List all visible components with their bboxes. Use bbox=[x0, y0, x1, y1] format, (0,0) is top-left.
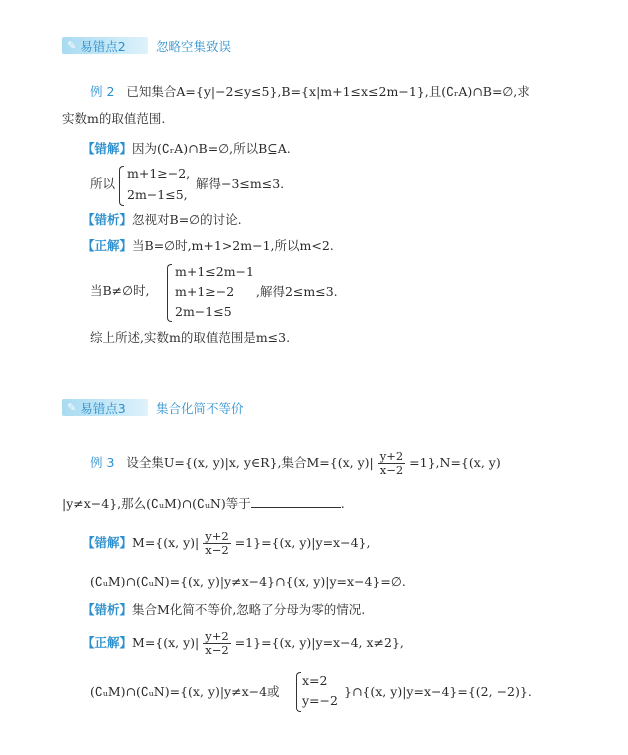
when-label: 当B≠∅时, bbox=[90, 283, 150, 298]
example3-text-b: =1},N={(x, y) bbox=[409, 455, 501, 470]
example-label: 例 2 bbox=[90, 84, 115, 99]
analysis-line bbox=[82, 212, 242, 228]
system1-row: 2m−1≤5, bbox=[127, 187, 188, 202]
correct-line bbox=[82, 238, 334, 254]
example3-text-line2: |y≠x−4},那么(∁ᵤM)∩(∁ᵤN)等于 bbox=[62, 496, 251, 511]
wrong-solution-line bbox=[82, 141, 291, 157]
analysis-text: 忽视对B=∅的讨论. bbox=[132, 212, 242, 227]
fraction-denominator: x−2 bbox=[205, 543, 229, 557]
brace-system2 bbox=[167, 264, 172, 322]
fraction bbox=[203, 630, 230, 657]
system2-row: m+1≥−2 bbox=[175, 284, 235, 299]
section-badge-3 bbox=[62, 399, 148, 416]
fraction-numerator: y+2 bbox=[205, 529, 229, 543]
correct-system-row: x=2 bbox=[302, 673, 328, 688]
result2: ,解得2≤m≤3. bbox=[256, 284, 338, 299]
correct-system-row: y=−2 bbox=[302, 693, 338, 708]
example2-line2: 实数m的取值范围. bbox=[62, 111, 166, 126]
correct-line2 bbox=[90, 684, 280, 700]
example3-text-a: 设全集U={(x, y)|x, y∈R},集合M={(x, y)| bbox=[126, 455, 374, 470]
correct-tag: 【正解】 bbox=[82, 238, 133, 253]
section-badge-label: 易错点3 bbox=[80, 400, 126, 416]
example2-text-line1: 已知集合A={y|−2≤y≤5},B={x|m+1≤x≤2m−1},且(∁ᵣA)∩B=∅,求 bbox=[126, 84, 530, 99]
section-title-2: 忽略空集致误 bbox=[156, 39, 232, 54]
fraction-numerator: y+2 bbox=[205, 629, 229, 643]
system1-row: m+1≥−2, bbox=[127, 166, 191, 181]
wrong-line2: (∁ᵤM)∩(∁ᵤN)={(x, y)|y≠x−4}∩{(x, y)|y=x−4}=∅. bbox=[90, 574, 406, 589]
brace-correct-system bbox=[296, 672, 301, 712]
brace-system1 bbox=[119, 166, 124, 206]
example3-line2 bbox=[62, 495, 345, 512]
so-label: 所以 bbox=[90, 176, 116, 191]
answer-blank[interactable] bbox=[251, 495, 341, 508]
example2-line1 bbox=[90, 84, 530, 100]
fraction bbox=[378, 450, 405, 477]
fraction bbox=[203, 530, 230, 557]
example-label: 例 3 bbox=[90, 455, 115, 470]
analysis-text: 集合M化简不等价,忽略了分母为零的情况. bbox=[132, 602, 366, 617]
example3-text-line2-end: . bbox=[340, 496, 345, 511]
correct-line-3 bbox=[82, 630, 404, 657]
wrong-m-a: M={(x, y)| bbox=[132, 535, 200, 550]
system2-row: m+1≤2m−1 bbox=[175, 264, 254, 279]
fraction-numerator: y+2 bbox=[379, 449, 404, 463]
result1: 解得−3≤m≤3. bbox=[196, 176, 285, 191]
system2-row: 2m−1≤5 bbox=[175, 304, 232, 319]
wrong-solution-tag: 【错解】 bbox=[82, 141, 133, 156]
section-badge-2 bbox=[62, 37, 148, 54]
wrong-solution-text: 因为(∁ᵣA)∩B=∅,所以B⊆A. bbox=[132, 141, 291, 156]
wrong-solution-tag: 【错解】 bbox=[82, 535, 133, 550]
correct-text: 当B=∅时,m+1>2m−1,所以m<2. bbox=[132, 238, 334, 253]
correct-line2-a: (∁ᵤM)∩(∁ᵤN)={(x, y)|y≠x−4或 bbox=[90, 684, 280, 699]
fraction-denominator: x−2 bbox=[379, 463, 404, 477]
fraction-denominator: x−2 bbox=[205, 643, 229, 657]
example3-line1 bbox=[90, 450, 501, 477]
correct-tag: 【正解】 bbox=[82, 635, 133, 650]
wrong-m-b: =1}={(x, y)|y=x−4}, bbox=[234, 535, 371, 550]
section-badge-label: 易错点2 bbox=[80, 38, 126, 54]
analysis-tag: 【错析】 bbox=[82, 212, 133, 227]
pencil-icon: ✎ bbox=[67, 401, 77, 414]
correct-line2-b: }∩{(x, y)|y=x−4}={(2, −2)}. bbox=[344, 684, 532, 699]
analysis-line-3 bbox=[82, 602, 365, 618]
correct-m-b: =1}={(x, y)|y=x−4, x≠2}, bbox=[234, 635, 404, 650]
section-title-3: 集合化简不等价 bbox=[156, 401, 244, 416]
wrong-solution-line-3 bbox=[82, 530, 370, 557]
analysis-tag: 【错析】 bbox=[82, 602, 133, 617]
conclusion: 综上所述,实数m的取值范围是m≤3. bbox=[90, 330, 291, 345]
correct-m-a: M={(x, y)| bbox=[132, 635, 200, 650]
pencil-icon: ✎ bbox=[67, 39, 77, 52]
